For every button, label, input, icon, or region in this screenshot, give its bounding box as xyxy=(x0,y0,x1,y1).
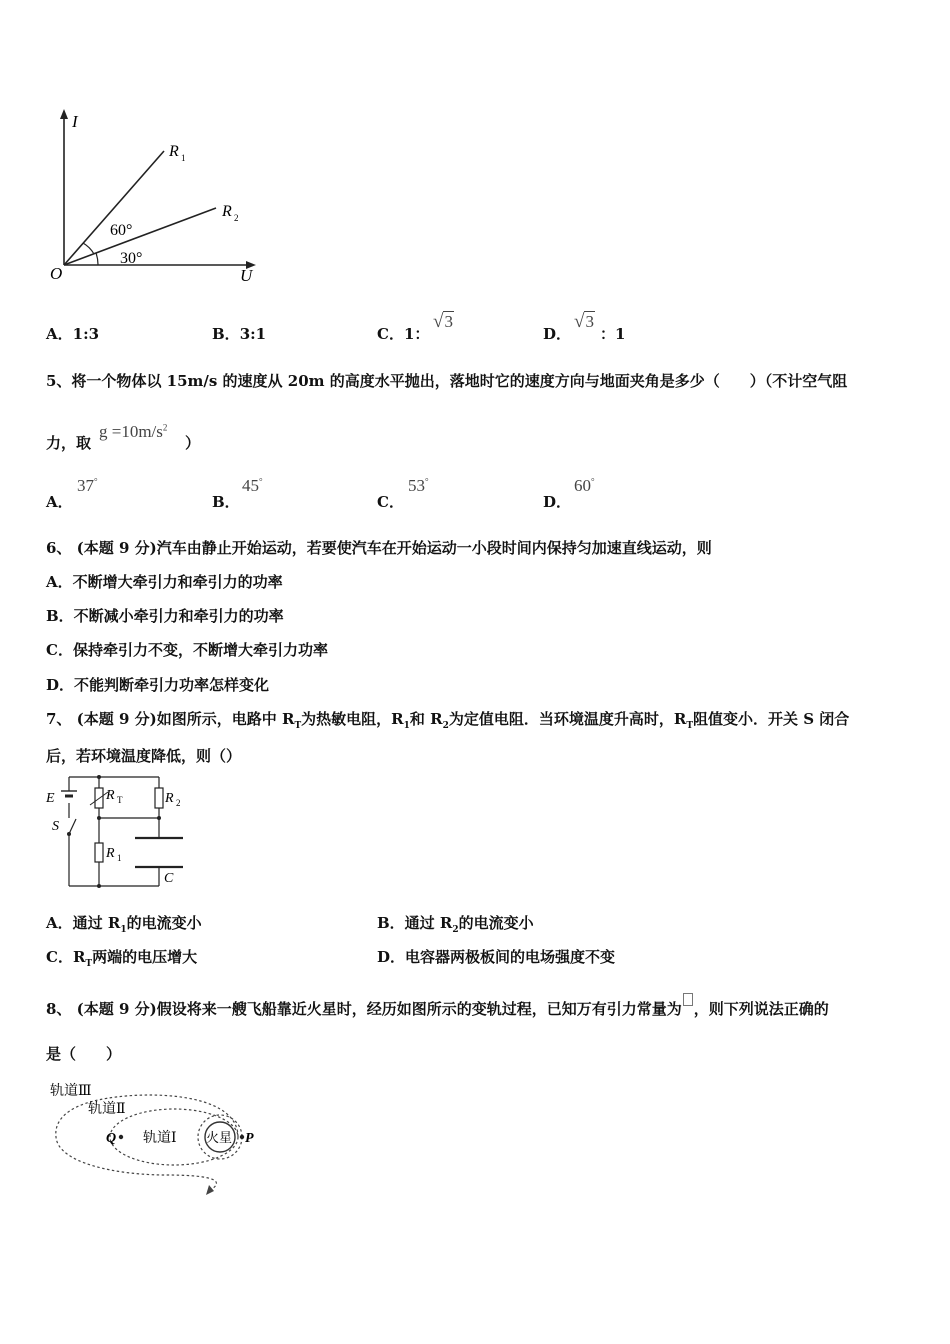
option-label: D． xyxy=(543,493,572,511)
resistor-r1 xyxy=(95,843,103,862)
stem-subscript: T xyxy=(294,721,302,731)
option-prefix: 1： xyxy=(403,325,430,343)
r1-subscript: 1 xyxy=(181,153,186,163)
q4-iu-graph xyxy=(40,105,270,290)
point-p-label: P xyxy=(245,1131,254,1146)
r1-label: R xyxy=(169,143,179,160)
r2-subscript: 2 xyxy=(234,213,239,223)
option-text: C．R xyxy=(46,948,86,966)
q4-option-d-post: ：1 xyxy=(600,325,626,343)
q7-option-a[interactable] xyxy=(46,912,202,935)
option-value: 37 xyxy=(77,476,94,495)
stem-part: 7、 (本题 9 分)如图所示，电路中 R xyxy=(46,710,295,728)
q7-option-d[interactable]: D．电容器两极板间的电场强度不变 xyxy=(377,948,616,966)
q8-orbit-diagram xyxy=(46,1075,276,1200)
q4-option-c-sqrt xyxy=(433,311,454,333)
orbit-1-label: 轨道Ⅰ xyxy=(143,1131,177,1146)
mars-label: 火星 xyxy=(206,1130,233,1145)
q5-option-b[interactable] xyxy=(212,491,240,512)
option-label: A． xyxy=(46,325,73,343)
q4-option-b[interactable] xyxy=(212,323,266,344)
q7-stem-line1 xyxy=(46,708,849,731)
q8-stem-line1 xyxy=(46,993,829,1019)
radicand: 3 xyxy=(444,312,453,331)
stem-part: 和 R xyxy=(409,710,443,728)
junction-dot xyxy=(97,884,101,888)
angle-arc-60 xyxy=(83,243,94,254)
junction-dot xyxy=(157,816,161,820)
option-label: B． xyxy=(212,493,240,511)
q4-option-d-sqrt xyxy=(574,311,595,333)
q5-option-a-value xyxy=(77,476,98,496)
option-value: 53 xyxy=(408,476,425,495)
stem-part: 阻值变小．开关 S 闭合 xyxy=(693,710,850,728)
stem-subscript: 2 xyxy=(442,721,449,731)
degree-sign: ° xyxy=(591,476,595,487)
q6-stem: 6、 (本题 9 分)汽车由静止开始运动，若要使汽车在开始运动一小段时间内保持匀加速直线运动，则 xyxy=(46,539,712,557)
angle-arc-30 xyxy=(96,253,98,265)
formula-superscript: 2 xyxy=(162,422,168,433)
q5-stem-line2-pre: 力，取 xyxy=(46,434,92,452)
capacitor-label: C xyxy=(164,871,174,886)
point-p-dot xyxy=(240,1135,244,1139)
x-axis-label: U xyxy=(240,266,253,285)
angle-30-label: 30° xyxy=(120,250,143,267)
option-text: 的电流变小 xyxy=(458,914,534,932)
switch-pivot xyxy=(67,832,71,836)
angle-60-label: 60° xyxy=(110,222,133,239)
y-axis-arrow-icon xyxy=(60,109,68,119)
q5-stem-line1: 5、将一个物体以 15m/s 的速度从 20m 的高度水平抛出，落地时它的速度方向与地面夹角是多少（ ）（不计空气阻 xyxy=(46,372,848,390)
option-text: 两端的电压增大 xyxy=(92,948,198,966)
option-label: B． xyxy=(212,325,240,343)
stem-part: ，则下列说法正确的 xyxy=(693,1000,829,1018)
option-subscript: 2 xyxy=(452,925,459,935)
option-value: 60 xyxy=(574,476,591,495)
q5-option-b-value xyxy=(242,476,263,496)
stem-subscript: 1 xyxy=(403,721,410,731)
degree-sign: ° xyxy=(94,476,98,487)
junction-dot xyxy=(97,816,101,820)
q5-stem-line2-post: ） xyxy=(185,434,201,452)
r1-subscript: 1 xyxy=(117,853,122,863)
point-q-dot xyxy=(119,1135,123,1139)
rt-subscript: T xyxy=(117,795,123,805)
option-text: 的电流变小 xyxy=(126,914,202,932)
degree-sign: ° xyxy=(425,476,429,487)
q6-option-b[interactable]: B．不断减小牵引力和牵引力的功率 xyxy=(46,607,284,625)
radical-sign: √ xyxy=(433,311,444,332)
stem-part: 为定值电阻．当环境温度升高时，R xyxy=(448,710,687,728)
q5-option-d[interactable] xyxy=(543,491,571,512)
orbit-arrow-icon xyxy=(206,1185,214,1195)
y-axis-label: I xyxy=(72,112,78,131)
junction-dot xyxy=(97,775,101,779)
q4-option-a[interactable] xyxy=(46,323,99,344)
q5-option-c-value xyxy=(408,476,429,496)
option-text: B．通过 R xyxy=(377,914,453,932)
rt-label: R xyxy=(106,788,115,803)
q6-option-c[interactable]: C．保持牵引力不变，不断增大牵引力功率 xyxy=(46,641,328,659)
q5-option-c[interactable] xyxy=(377,491,404,512)
orbit-3-label: 轨道Ⅲ xyxy=(50,1084,92,1099)
q4-option-d[interactable] xyxy=(543,323,571,344)
r1-label: R xyxy=(106,846,115,861)
orbit-2-label: 轨道Ⅱ xyxy=(88,1102,126,1117)
battery-label: E xyxy=(46,791,55,806)
origin-label: O xyxy=(50,264,63,283)
q5-option-a[interactable] xyxy=(46,491,73,512)
option-label: C． xyxy=(377,493,404,511)
q7-option-b[interactable] xyxy=(377,912,534,935)
q6-option-d[interactable]: D．不能判断牵引力功率怎样变化 xyxy=(46,676,270,694)
point-q-label: Q xyxy=(106,1131,117,1146)
r2-subscript: 2 xyxy=(176,798,181,808)
option-value: 3:1 xyxy=(239,325,267,343)
q7-circuit-diagram xyxy=(44,770,194,894)
formula-text: g =10m/s xyxy=(99,422,163,441)
option-label: C． xyxy=(377,325,404,343)
resistor-r2 xyxy=(155,788,163,808)
r2-label: R xyxy=(165,791,174,806)
line-r1 xyxy=(64,151,164,265)
q5-formula xyxy=(99,422,167,442)
r2-label: R xyxy=(222,203,232,220)
radical-sign: √ xyxy=(574,311,585,332)
option-text: A．通过 R xyxy=(46,914,121,932)
q6-option-a[interactable]: A．不断增大牵引力和牵引力的功率 xyxy=(46,573,283,591)
q7-option-c[interactable] xyxy=(46,946,197,969)
option-subscript: T xyxy=(85,959,93,969)
stem-subscript: T xyxy=(686,721,694,731)
missing-glyph-icon xyxy=(683,993,693,1006)
option-value: 1:3 xyxy=(72,325,100,343)
option-value: 45 xyxy=(242,476,259,495)
q7-stem-line2: 后，若环境温度降低，则（） xyxy=(46,747,242,765)
switch-blade xyxy=(69,819,76,834)
q5-option-d-value xyxy=(574,476,595,496)
stem-part: 为热敏电阻，R xyxy=(301,710,404,728)
switch-label: S xyxy=(52,819,59,834)
option-label: D． xyxy=(543,325,572,343)
stem-part: 8、 (本题 9 分)假设将来一艘飞船靠近火星时，经历如图所示的变轨过程，已知万有引力常量为 xyxy=(46,1000,682,1018)
q4-option-c[interactable] xyxy=(377,323,429,344)
degree-sign: ° xyxy=(259,476,263,487)
radicand: 3 xyxy=(585,312,594,331)
q8-stem-line2: 是（ ） xyxy=(46,1045,122,1063)
option-subscript: 1 xyxy=(120,925,127,935)
option-label: A． xyxy=(46,493,73,511)
